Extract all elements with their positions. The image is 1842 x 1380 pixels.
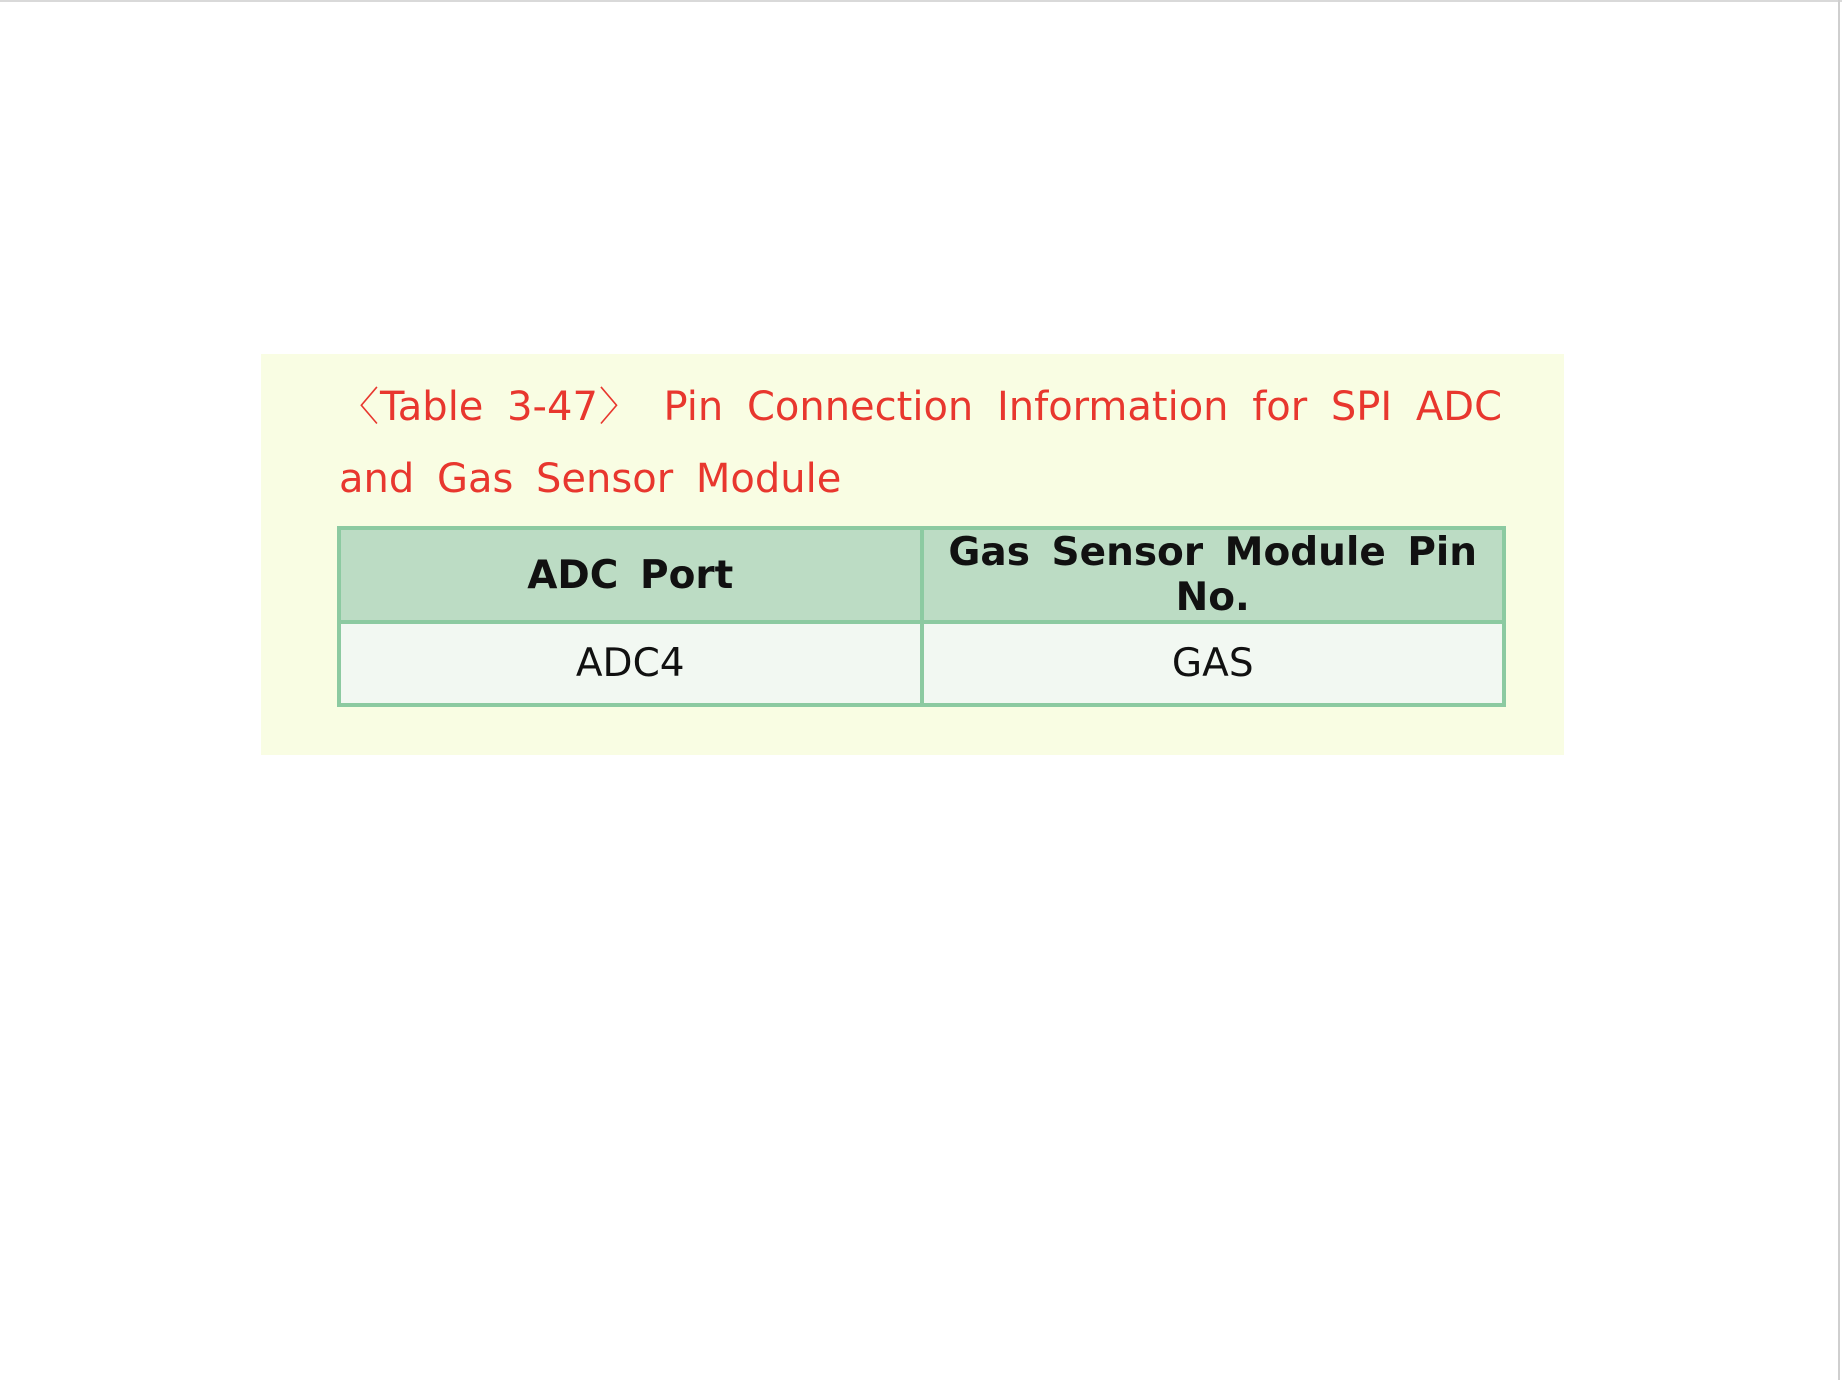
page-top-rule [0, 0, 1842, 2]
table-row [339, 622, 1504, 705]
cell-adc-port: ADC4 [339, 622, 922, 705]
cell-gas-sensor-pin: GAS [922, 622, 1505, 705]
table-header-row [339, 528, 1504, 622]
page-edge [1838, 0, 1840, 1380]
table-caption: 〈Table 3-47〉 Pin Connection Information for SPI ADC and Gas Sensor Module [339, 384, 1502, 502]
pin-connection-table [337, 526, 1506, 707]
header-gas-sensor-pin: Gas Sensor Module Pin No. [922, 528, 1505, 622]
header-adc-port: ADC Port [339, 528, 922, 622]
